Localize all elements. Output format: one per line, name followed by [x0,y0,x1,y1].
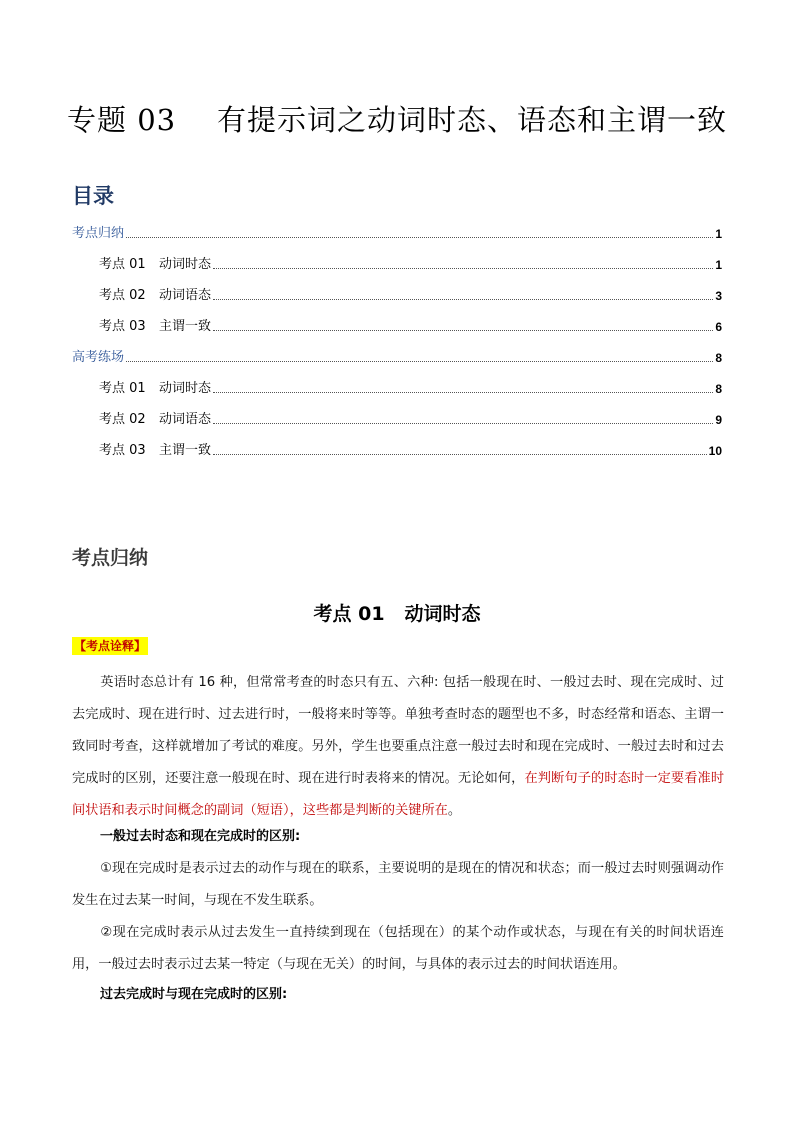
toc-leader-dots [213,422,713,424]
toc-entry-number: 考点 03 [99,319,146,334]
toc-leader-dots [213,391,713,393]
toc-entry-number: 考点 02 [99,412,146,427]
toc-entry[interactable] [72,223,722,243]
toc-entry[interactable] [72,347,722,367]
toc-leader-dots [213,329,713,331]
toc-entry[interactable] [99,316,722,336]
intro-end: 。 [447,803,462,818]
toc-entry[interactable] [99,254,722,274]
toc-entry-number: 考点 01 [99,257,146,272]
toc-leader-dots [213,298,713,300]
toc-page-number: 9 [715,413,722,427]
toc-entry-label: 动词时态 [159,381,212,396]
toc-entry-label: 动词时态 [159,257,212,272]
explanation-badge: 【考点诠释】 [74,639,147,653]
point-2-paragraph [72,917,724,981]
toc-entry-label: 动词语态 [159,288,212,303]
intro-text: 英语时态总计有 16 种，但常常考查的时态只有五、六种: 包括一般现在时、一般过去时、现在完成时、过去完成时、现在进行时、过去进行时，一般将来时等等。单独考查时态的题型也不多，时态经常和语态、主谓一致同时考查，这样就增加了考试的难度。另外，学生也要重点注意一般过去时和现在完成时、一般过去时和过去完成时的区别，还要注意一般现在时、现在进行时表将来的情况。无论如何， [72,675,724,786]
intro-paragraph [72,667,724,827]
toc-leader-dots [126,236,713,238]
toc-page-number: 3 [715,289,722,303]
toc-entry[interactable] [99,285,722,305]
toc-page-number: 6 [715,320,722,334]
toc-entry[interactable] [99,440,722,460]
point-1-text: ①现在完成时是表示过去的动作与现在的联系，主要说明的是现在的情况和状态；而一般过去时则强调动作发生在过去某一时间，与现在不发生联系。 [72,861,724,908]
toc-entry-label: 主谓一致 [159,443,212,458]
topic-title: 考点 01 动词时态 [313,603,481,625]
toc-entry[interactable] [99,378,722,398]
toc-entry-label: 主谓一致 [159,319,212,334]
toc-leader-dots [126,360,713,362]
toc-page-number: 10 [708,444,722,458]
section-heading: 考点归纳 [72,547,149,569]
intro-emphasis: 在判断句子的时态时一定要看准时间状语和表示时间概念的副词（短语），这些都是判断的关键所在 [72,771,725,818]
toc-entry-number: 考点 02 [99,288,146,303]
toc-entry-label: 考点归纳 [72,226,125,241]
document-title: 专题 03 有提示词之动词时态、语态和主谓一致 [67,103,727,137]
toc-entry-number: 考点 01 [99,381,146,396]
toc-entry-label: 动词语态 [159,412,212,427]
toc-page-number: 8 [715,351,722,365]
toc-entry[interactable] [99,409,722,429]
toc-leader-dots [213,267,713,269]
subheading-pluperfect-vs-perfect: 过去完成时与现在完成时的区别: [100,987,288,1002]
toc-page-number: 1 [715,258,722,272]
point-1-paragraph [72,853,724,917]
toc-page-number: 8 [715,382,722,396]
toc-page-number: 1 [715,227,722,241]
toc-leader-dots [213,453,707,455]
toc-entry-number: 考点 03 [99,443,146,458]
point-2-text: ②现在完成时表示从过去发生一直持续到现在（包括现在）的某个动作或状态，与现在有关的时间状语连用，一般过去时表示过去某一特定（与现在无关）的时间，与具体的表示过去的时间状语连用。 [72,925,724,972]
subheading-past-vs-perfect: 一般过去时态和现在完成时的区别: [100,829,301,844]
toc-entry-label: 高考练场 [72,350,125,365]
toc-heading: 目录 [72,184,114,208]
